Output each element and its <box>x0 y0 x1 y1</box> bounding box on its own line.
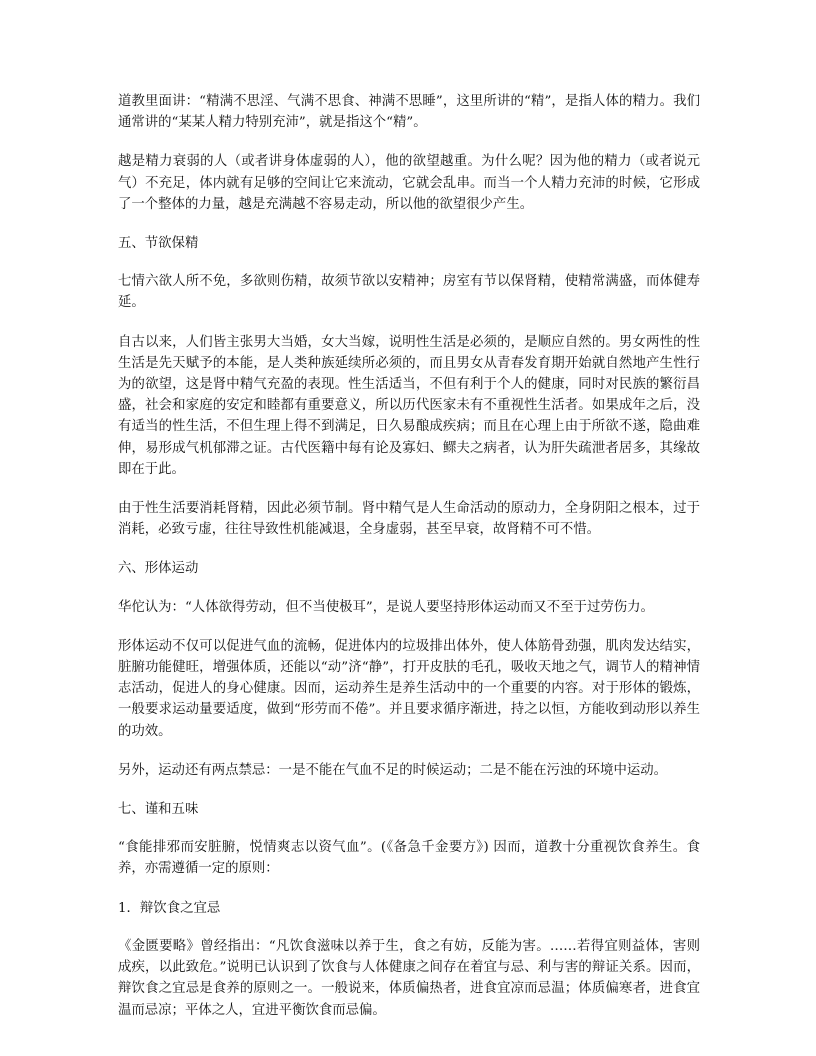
document-body <box>118 91 700 1039</box>
section-heading-7: 七、谨和五味 <box>118 802 199 818</box>
subsection-heading-1: 1．辩饮食之宜忌 <box>118 900 221 916</box>
paragraph-hua-tuo: 华佗认为：“人体欲得劳动，但不当使极耳”，是说人要坚持形体运动而又不至于过劳伤力。 <box>118 599 654 615</box>
paragraph-jingui-yaolue: 《金匮要略》曾经指出：“凡饮食滋味以养于生，食之有妨，反能为害。……若得宜则益体，害则成疾，以此致危。”说明已认识到了饮食与人体健康之间存在着宜与忌、利与害的辩证关系。因而，辩饮食之宜忌是食养的原则之一。一般说来，体质偏热者，进食宜凉而忌温；体质偏寒者，进食宜温而忌凉；平体之人，宜进平衡饮食而忌偏。 <box>118 938 700 1018</box>
paragraph-diet-principles: “食能排邪而安脏腑，悦情爽志以资气血”。(《备急千金要方》) 因而，道教十分重视饮食养生。食养，亦需遵循一定的原则： <box>118 840 700 877</box>
paragraph-exercise-taboos: 另外，运动还有两点禁忌：一是不能在气血不足的时候运动；二是不能在污浊的环境中运动。 <box>118 762 668 778</box>
paragraph-moderate-desire: 七情六欲人所不免，多欲则伤精，故须节欲以安精神；房室有节以保肾精，使精常满盛，而体健寿延。 <box>118 274 700 311</box>
paragraph-jing-definition: 道教里面讲：“精满不思淫、气满不思食、神满不思睡”，这里所讲的“精”，是指人体的精力。我们通常讲的“某某人精力特别充沛”，就是指这个“精”。 <box>118 94 700 131</box>
section-heading-6: 六、形体运动 <box>118 561 199 577</box>
paragraph-kidney-essence: 由于性生活要消耗肾精，因此必须节制。肾中精气是人生命活动的原动力，全身阴阳之根本，过于消耗，必致亏虚，往往导致性机能减退，全身虚弱，甚至早衰，故肾精不可不惜。 <box>118 501 700 538</box>
section-heading-5: 五、节欲保精 <box>118 236 199 252</box>
paragraph-physical-exercise: 形体运动不仅可以促进气血的流畅，促进体内的垃圾排出体外，使人体筋骨劲强，肌肉发达结实，脏腑功能健旺，增强体质，还能以“动”济“静”，打开皮肤的毛孔，吸收天地之气，调节人的精神情志活动，促进人的身心健康。因而，运动养生是养生活动中的一个重要的内容。对于形体的锻炼，一般要求运动量要适度，做到“形劳而不倦”。并且要求循序渐进，持之以恒，方能收到动形以养生的功效。 <box>118 638 700 739</box>
paragraph-desire-and-vitality: 越是精力衰弱的人（或者讲身体虚弱的人），他的欲望越重。为什么呢？因为他的精力（或者说元气）不充足，体内就有足够的空间让它来流动，它就会乱串。而当一个人精力充沛的时候，它形成了一个整体的力量，越是充满越不容易走动，所以他的欲望很少产生。 <box>118 154 700 212</box>
paragraph-sexual-life: 自古以来，人们皆主张男大当婚，女大当嫁，说明性生活是必须的，是顺应自然的。男女两性的性生活是先天赋予的本能，是人类种族延续所必须的，而且男女从青春发育期开始就自然地产生性行为的欲望，这是肾中精气充盈的表现。性生活适当，不但有利于个人的健康，同时对民族的繁衍昌盛，社会和家庭的安定和睦都有重要意义，所以历代医家未有不重视性生活者。如果成年之后，没有适当的性生活，不但生理上得不到满足，日久易酿成疾病；而且在心理上由于所欲不遂，隐曲难伸，易形成气机郁滞之证。古代医籍中每有论及寡妇、鳏夫之病者，认为肝失疏泄者居多，其缘故即在于此。 <box>118 334 700 477</box>
